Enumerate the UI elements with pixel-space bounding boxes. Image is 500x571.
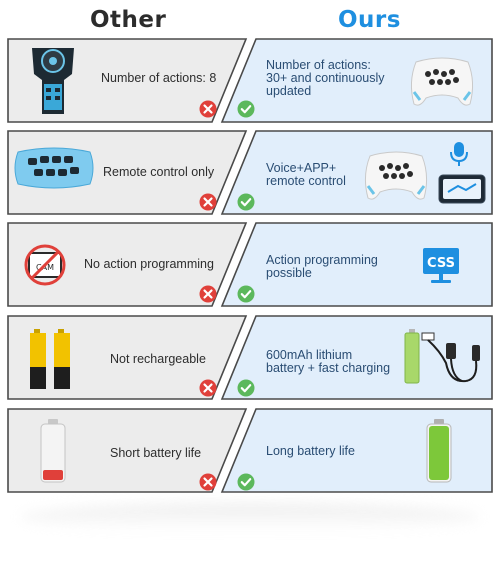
css-monitor-icon <box>421 246 461 286</box>
check-icon <box>237 193 255 211</box>
cross-icon <box>199 193 217 211</box>
comparison-row-control <box>0 130 500 216</box>
check-icon <box>237 285 255 303</box>
old-remote-icon <box>26 44 80 118</box>
right-text-line: Voice+APP+ <box>266 161 337 175</box>
aa-batteries-icon <box>28 327 76 391</box>
low-battery-icon <box>38 418 68 484</box>
right-text-line: updated <box>266 84 312 98</box>
blue-remote-icon <box>12 142 96 192</box>
charging-cable-icon <box>420 331 486 389</box>
cross-icon <box>199 100 217 118</box>
right-text-line: Action programming <box>266 253 378 267</box>
cross-icon <box>199 379 217 397</box>
left-icon-text: CAM <box>36 263 54 272</box>
no-programming-icon <box>24 244 66 286</box>
other-header: Other <box>90 7 167 33</box>
right-text-line: 600mAh lithium <box>266 348 353 362</box>
comparison-row-programming <box>0 222 500 308</box>
comparison-row-battery-type <box>0 315 500 401</box>
comparison-row-actions <box>0 38 500 124</box>
microphone-icon <box>448 140 470 168</box>
new-controller-icon <box>360 146 432 204</box>
check-icon <box>237 100 255 118</box>
left-text: No action programming <box>84 257 214 271</box>
ours-header: Ours <box>338 7 401 33</box>
lithium-battery-icon <box>404 329 420 385</box>
right-text-line: Number of actions: <box>266 58 371 72</box>
check-icon <box>237 379 255 397</box>
check-icon <box>237 473 255 491</box>
right-text-line: remote control <box>266 174 346 188</box>
full-battery-icon <box>424 418 454 484</box>
bottom-shadow <box>20 503 480 531</box>
new-controller-icon <box>406 52 478 110</box>
right-text-line: Long battery life <box>266 444 355 458</box>
right-text-line: possible <box>266 266 312 280</box>
cross-icon <box>199 473 217 491</box>
right-text-line: 30+ and continuously <box>266 71 385 85</box>
left-text: Number of actions: 8 <box>101 71 217 85</box>
left-text: Short battery life <box>110 446 202 460</box>
left-text: Not rechargeable <box>110 352 206 366</box>
phone-app-icon <box>438 174 486 204</box>
left-text: Remote control only <box>103 165 215 179</box>
comparison-row-battery-life <box>0 408 500 494</box>
css-label: CSS <box>427 256 455 271</box>
right-text-line: battery + fast charging <box>266 361 391 375</box>
cross-icon <box>199 285 217 303</box>
